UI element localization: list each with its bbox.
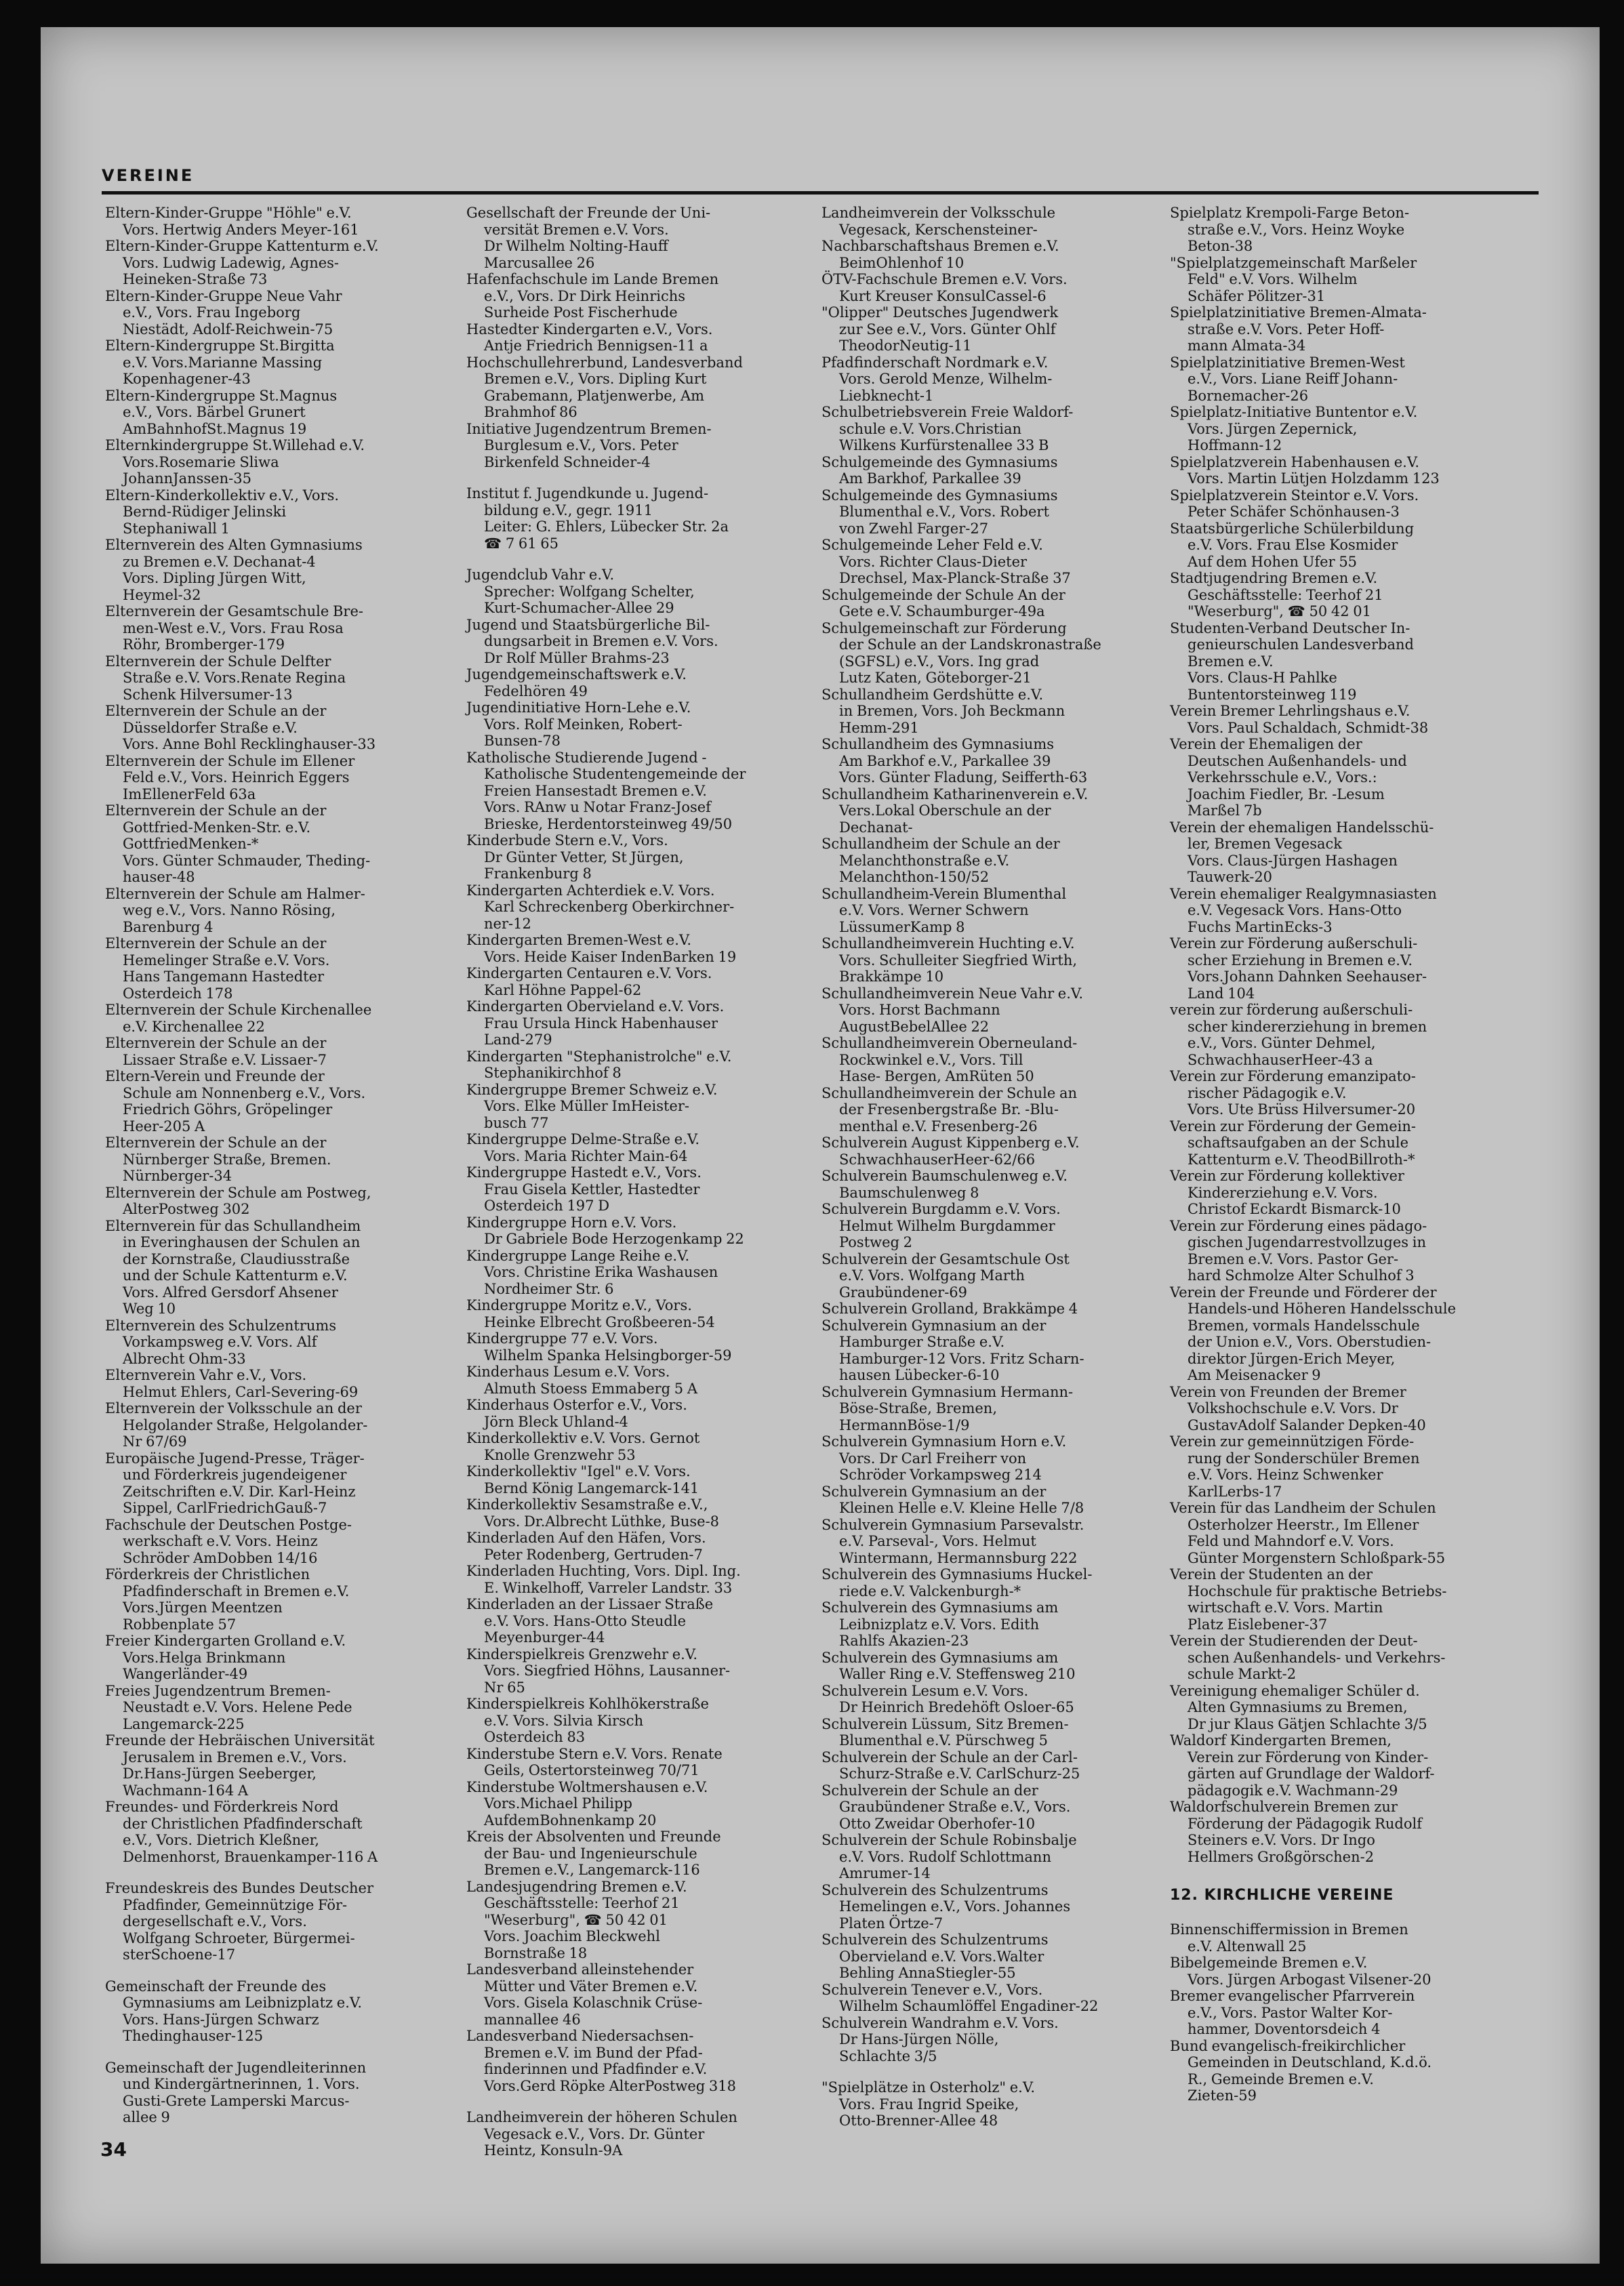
directory-entry: Kindergruppe Horn e.V. Vors. Dr Gabriele Bode Herzogenkamp 22 — [466, 1214, 744, 1247]
directory-entry: Waldorf Kindergarten Bremen, Verein zur Förderung von Kinder- gärten auf Grundlage der Waldorf- pädagogik e.V. Wachmann-29 — [1170, 1732, 1435, 1799]
directory-entry: Verein ehemaliger Realgymnasiasten e.V. Vegesack Vors. Hans-Otto Fuchs MartinEcks-3 — [1170, 885, 1437, 935]
directory-entry: ÖTV-Fachschule Bremen e.V. Vors. Kurt Kreuser KonsulCassel-6 — [821, 271, 1068, 304]
directory-entry: Spielplatzverein Steintor e.V. Vors. Peter Schäfer Schönhausen-3 — [1170, 487, 1419, 520]
directory-entry: Kinderladen Huchting, Vors. Dipl. Ing. E. Winkelhoff, Varreler Landstr. 33 — [466, 1563, 741, 1596]
directory-entry: Gesellschaft der Freunde der Uni- versität Bremen e.V. Vors. Dr Wilhelm Nolting-Hauff Marcusallee 26 — [466, 205, 711, 271]
directory-entry: Verein zur Förderung kollektiver Kindererziehung e.V. Vors. Christof Eckardt Bismarck-10 — [1170, 1168, 1404, 1217]
directory-entry: Kinderspielkreis Kohlhökerstraße e.V. Vors. Silvia Kirsch Osterdeich 83 — [466, 1696, 709, 1745]
directory-entry: Staatsbürgerliche Schülerbildung e.V. Vors. Frau Else Kosmider Auf dem Hohen Ufer 55 — [1170, 520, 1415, 570]
directory-entry: Kindergarten Achterdiek e.V. Vors. Karl Schreckenberg Oberkirchner- ner-12 — [466, 882, 735, 932]
directory-entry: Pfadfinderschaft Nordmark e.V. Vors. Gerold Menze, Wilhelm- Liebknecht-1 — [821, 354, 1053, 404]
directory-entry: Verein der Studenten an der Hochschule für praktische Betriebs- wirtschaft e.V. Vors. Martin Platz Eislebener-37 — [1170, 1566, 1447, 1633]
directory-entry: Waldorfschulverein Bremen zur Förderung der Pädagogik Rudolf Steiners e.V. Vors. Dr Ingo Hellmers Großgörschen-2 — [1170, 1799, 1422, 1865]
directory-entry: Kindergarten Bremen-West e.V. Vors. Heide Kaiser IndenBarken 19 — [466, 932, 737, 965]
directory-columns — [41, 205, 1600, 2264]
directory-entry: Schulverein des Gymnasiums am Waller Ring e.V. Steffensweg 210 — [821, 1649, 1076, 1682]
directory-entry: Kinderstube Woltmershausen e.V. Vors.Michael Philipp AufdemBohnenkamp 20 — [466, 1778, 708, 1829]
directory-entry: Schulverein des Schulzentrums Hemelingen e.V., Vors. Johannes Platen Örtze-7 — [821, 1881, 1071, 1932]
directory-entry: Schulverein Baumschulenweg e.V. Baumschulenweg 8 — [821, 1168, 1068, 1201]
directory-entry: Elternverein der Schule an der Hemelinger Straße e.V. Vors. Hans Tangemann Hastedter Osterdeich 178 — [105, 935, 330, 1002]
directory-entry: Spielplatzverein Habenhausen e.V. Vors. Martin Lütjen Holzdamm 123 — [1170, 453, 1440, 487]
directory-entry: Schulgemeinschaft zur Förderung der Schule an der Landskronastraße (SGFSL) e.V., Vors. Ing grad Lutz Katen, Göteborger-21 — [821, 619, 1101, 686]
directory-entry: Verein von Freunden der Bremer Volkshochschule e.V. Vors. Dr GustavAdolf Salander Depken-40 — [1170, 1383, 1426, 1433]
directory-entry: Spielplatz Krempoli-Farge Beton- straße e.V., Vors. Heinz Woyke Beton-38 — [1170, 205, 1410, 254]
directory-entry: Verein der ehemaligen Handelsschü- ler, Bremen Vegesack Vors. Claus-Jürgen Hashagen Tauwerk-20 — [1170, 819, 1434, 885]
directory-entry: Kinderspielkreis Grenzwehr e.V. Vors. Siegfried Höhns, Lausanner- Nr 65 — [466, 1646, 731, 1696]
directory-entry: Schulverein der Schule Robinsbalje e.V. Vors. Rudolf Schlottmann Amrumer-14 — [821, 1832, 1077, 1881]
directory-entry: Schulverein der Schule an der Carl- Schurz-Straße e.V. CarlSchurz-25 — [821, 1749, 1080, 1782]
directory-entry: Verein zur Förderung außerschuli- scher Erziehung in Bremen e.V. Vors.Johann Dahnken Seehauser- Land 104 — [1170, 935, 1427, 1002]
directory-entry: Schulverein Gymnasium an der Kleinen Helle e.V. Kleine Helle 7/8 — [821, 1483, 1084, 1516]
directory-entry: Kindergruppe Bremer Schweiz e.V. Vors. Elke Müller ImHeister- busch 77 — [466, 1081, 718, 1131]
directory-entry: Elternverein der Schule am Halmer- weg e.V., Vors. Nanno Rösing, Barenburg 4 — [105, 885, 365, 935]
directory-entry: Spielplatzinitiative Bremen-West e.V., Vors. Liane Reiff Johann- Bornemacher-26 — [1170, 354, 1405, 404]
directory-entry: Eltern-Kinder-Gruppe "Höhle" e.V. Vors. Hertwig Anders Meyer-161 — [105, 205, 359, 238]
directory-entry: Kindergarten "Stephanistrolche" e.V. Stephanikirchhof 8 — [466, 1048, 732, 1081]
directory-entry: Stadtjugendring Bremen e.V. Geschäftsstelle: Teerhof 21 "Weserburg", ☎ 50 42 01 — [1170, 570, 1383, 619]
directory-entry: Eltern-Kindergruppe St.Magnus e.V., Vors. Bärbel Grunert AmBahnhofSt.Magnus 19 — [105, 387, 338, 437]
directory-entry: Elternverein der Schule an der Düsseldorfer Straße e.V. Vors. Anne Bohl Recklinghauser-33 — [105, 703, 376, 752]
directory-entry: Schulgemeinde des Gymnasiums Am Barkhof, Parkallee 39 — [821, 453, 1058, 487]
directory-entry: Hafenfachschule im Lande Bremen e.V., Vors. Dr Dirk Heinrichs Surheide Post Fischerhude — [466, 271, 719, 321]
directory-entry: "Olipper" Deutsches Jugendwerk zur See e.V., Vors. Günter Ohlf TheodorNeutig-11 — [821, 304, 1059, 354]
directory-entry: Elternverein der Schule an der Nürnberger Straße, Bremen. Nürnberger-34 — [105, 1135, 331, 1184]
directory-entry: Landheimverein der Volksschule Vegesack, Kerschensteiner- — [821, 205, 1056, 238]
directory-entry: Gemeinschaft der Jugendleiterinnen und Kindergärtnerinnen, 1. Vors. Gusti-Grete Lamperski Marcus- allee 9 — [105, 2059, 367, 2125]
directory-entry: Verein der Freunde und Förderer der Handels-und Höheren Handelsschule Bremen, vormals Handelsschule der Union e.V., Vors. Oberstudien- direktor Jürgen-Erich Meyer, Am Meisenacker 9 — [1170, 1284, 1457, 1383]
directory-entry: Studenten-Verband Deutscher In- genieurschulen Landesverband Bremen e.V. Vors. Claus-H Pahlke Buntentorsteinweg 119 — [1170, 619, 1414, 703]
directory-entry: Freies Jugendzentrum Bremen- Neustadt e.V. Vors. Helene Pede Langemarck-225 — [105, 1682, 352, 1732]
column-1 — [105, 205, 437, 2126]
directory-entry: Jugendinitiative Horn-Lehe e.V. Vors. Rolf Meinken, Robert- Bunsen-78 — [466, 699, 691, 749]
directory-entry: Verein Bremer Lehrlingshaus e.V. Vors. Paul Schaldach, Schmidt-38 — [1170, 703, 1429, 736]
directory-entry: Schulbetriebsverein Freie Waldorf- schule e.V. Vors.Christian Wilkens Kurfürstenallee 33 B — [821, 404, 1074, 453]
directory-entry: Nachbarschaftshaus Bremen e.V. BeimOhlenhof 10 — [821, 238, 1059, 271]
directory-entry: "Spielplätze in Osterholz" e.V. Vors. Frau Ingrid Speike, Otto-Brenner-Allee 48 — [821, 2079, 1036, 2129]
directory-entry: Landesverband alleinstehender Mütter und Väter Bremen e.V. Vors. Gisela Kolaschnik Crüse- mannallee 46 — [466, 1961, 703, 2028]
directory-entry: Verein für das Landheim der Schulen Osterholzer Heerstr., Im Ellener Feld und Mahndorf e.V. Vors. Günter Morgenstern Schloßpark-55 — [1170, 1500, 1446, 1566]
column-2 — [466, 205, 798, 2159]
directory-entry: Schulverein der Gesamtschule Ost e.V. Vors. Wolfgang Marth Graubündener-69 — [821, 1250, 1070, 1301]
directory-entry: Schulverein Gymnasium Horn e.V. Vors. Dr Carl Freiherr von Schröder Vorkampsweg 214 — [821, 1433, 1067, 1483]
directory-entry: Verein zur Förderung der Gemein- schaftsaufgaben an der Schule Kattenturm e.V. TheodBillroth-* — [1170, 1118, 1416, 1168]
header-rule — [102, 191, 1539, 195]
directory-entry: Katholische Studierende Jugend - Katholische Studentengemeinde der Freien Hansestadt Bremen e.V. Vors. RAnw u Notar Franz-Josef Brieske, Herdentorsteinweg 49/50 — [466, 749, 746, 832]
directory-entry: Schullandheim der Schule an der Melanchthonstraße e.V. Melanchthon-150/52 — [821, 836, 1060, 885]
directory-entry: Kreis der Absolventen und Freunde der Bau- und Ingenieurschule Bremen e.V., Langemarck-116 — [466, 1829, 721, 1878]
directory-entry: Elternverein der Schule am Postweg, AlterPostweg 302 — [105, 1184, 371, 1217]
directory-entry: Freunde der Hebräischen Universität Jerusalem in Bremen e.V., Vors. Dr.Hans-Jürgen Seeberger, Wachmann-164 A — [105, 1732, 375, 1799]
directory-entry: Jugendgemeinschaftswerk e.V. Fedelhören 49 — [466, 666, 687, 699]
directory-entry: Spielplatzinitiative Bremen-Almata- straße e.V. Vors. Peter Hoff- mann Almata-34 — [1170, 304, 1427, 354]
directory-entry: Hastedter Kindergarten e.V., Vors. Antje Friedrich Bennigsen-11 a — [466, 321, 713, 354]
directory-entry: Freundeskreis des Bundes Deutscher Pfadfinder, Gemeinnützige För- dergesellschaft e.V., Vors. Wolfgang Schroeter, Bürgermei- sterSchoene-17 — [105, 1880, 373, 1963]
section-entries — [1170, 1921, 1502, 2104]
column-4 — [1170, 205, 1502, 2104]
directory-entry: Eltern-Kinder-Gruppe Neue Vahr e.V., Vors. Frau Ingeborg Niestädt, Adolf-Reichwein-75 — [105, 287, 342, 338]
directory-entry: Verein der Ehemaligen der Deutschen Außenhandels- und Verkehrsschule e.V., Vors.: Joachim Fiedler, Br. -Lesum Marßel 7b — [1170, 736, 1407, 819]
directory-entry: Kinderhaus Osterfor e.V., Vors. Jörn Bleck Uhland-4 — [466, 1397, 687, 1430]
directory-entry: Kinderkollektiv Sesamstraße e.V., Vors. Dr.Albrecht Lüthke, Buse-8 — [466, 1496, 720, 1530]
directory-entry: Schulverein August Kippenberg e.V. SchwachhauserHeer-62/66 — [821, 1135, 1080, 1168]
directory-entry: Initiative Jugendzentrum Bremen- Burglesum e.V., Vors. Peter Birkenfeld Schneider-4 — [466, 420, 712, 470]
directory-entry: Schullandheimverein Huchting e.V. Vors. Schulleiter Siegfried Wirth, Brakkämpe 10 — [821, 935, 1078, 985]
directory-entry: Kinderladen Auf den Häfen, Vors. Peter Rodenberg, Gertruden-7 — [466, 1530, 706, 1563]
directory-entry: Kindergarten Centauren e.V. Vors. Karl Höhne Pappel-62 — [466, 965, 712, 998]
directory-entry: Eltern-Kinderkollektiv e.V., Vors. Bernd-Rüdiger Jelinski Stephaniwall 1 — [105, 487, 340, 537]
directory-entry: Schulverein Gymnasium an der Hamburger Straße e.V. Hamburger-12 Vors. Fritz Scharn- hausen Lübecker-6-10 — [821, 1317, 1084, 1383]
directory-entry: "Spielplatzgemeinschaft Marßeler Feld" e.V. Vors. Wilhelm Schäfer Pölitzer-31 — [1170, 254, 1417, 304]
directory-entry: Institut f. Jugendkunde u. Jugend- bildung e.V., gegr. 1911 Leiter: G. Ehlers, Lübecker Str. 2a ☎ 7 61 65 — [466, 485, 729, 552]
directory-entry: Landesjugendring Bremen e.V. Geschäftsstelle: Teerhof 21 "Weserburg", ☎ 50 42 01 Vors. Joachim Bleckwehl Bornstraße 18 — [466, 1878, 687, 1961]
directory-entry: Freier Kindergarten Grolland e.V. Vors.Helga Brinkmann Wangerländer-49 — [105, 1633, 346, 1682]
directory-entry: Elternverein für das Schullandheim in Everinghausen der Schulen an der Kornstraße, Claudiusstraße und der Schule Kattenturm e.V. Vors. Alfred Gersdorf Ahsener Weg 10 — [105, 1217, 361, 1317]
directory-entry: Verein der Studierenden der Deut- schen Außenhandels- und Verkehrs- schule Markt-2 — [1170, 1633, 1446, 1682]
directory-entry: Elternverein der Schule an der Gottfried-Menken-Str. e.V. GottfriedMenken-* Vors. Günter Schmauder, Theding- hauser-48 — [105, 802, 371, 885]
directory-entry: Europäische Jugend-Presse, Träger- und Förderkreis jugendeigener Zeitschriften e.V. Dir. Karl-Heinz Sippel, CarlFriedrichGauß-7 — [105, 1450, 365, 1516]
directory-entry: Kindergruppe Moritz e.V., Vors. Heinke Elbrecht Großbeeren-54 — [466, 1297, 715, 1330]
directory-entry: Schullandheimverein Neue Vahr e.V. Vors. Horst Bachmann AugustBebelAllee 22 — [821, 985, 1084, 1035]
directory-entry: Kindergruppe Lange Reihe e.V. Vors. Christine Erika Washausen Nordheimer Str. 6 — [466, 1247, 718, 1297]
directory-entry: Vereinigung ehemaliger Schüler d. Alten Gymnasiums zu Bremen, Dr jur Klaus Gätjen Schlachte 3/5 — [1170, 1682, 1427, 1732]
directory-entry: Schulverein des Gymnasiums Huckel- riede e.V. Valckenburgh-* — [821, 1566, 1093, 1599]
directory-entry: Schulgemeinde Leher Feld e.V. Vors. Richter Claus-Dieter Drechsel, Max-Planck-Straße 37 — [821, 537, 1071, 586]
directory-entry: Schulverein Grolland, Brakkämpe 4 — [821, 1301, 1078, 1317]
directory-entry: Eltern-Kindergruppe St.Birgitta e.V. Vors.Marianne Massing Kopenhagener-43 — [105, 338, 335, 387]
running-header: VEREINE — [102, 166, 195, 185]
document-page — [41, 27, 1600, 2264]
directory-entry: Schulverein Gymnasium Parsevalstr. e.V. Parseval-, Vors. Helmut Wintermann, Hermannsburg 222 — [821, 1516, 1084, 1566]
directory-entry: Kindergruppe Hastedt e.V., Vors. Frau Gisela Kettler, Hastedter Osterdeich 197 D — [466, 1164, 702, 1214]
directory-entry: Schullandheim des Gymnasiums Am Barkhof e.V., Parkallee 39 Vors. Günter Fladung, Seifferth-63 — [821, 736, 1088, 785]
directory-entry: Kindergarten Obervieland e.V. Vors. Frau Ursula Hinck Habenhauser Land-279 — [466, 998, 725, 1048]
directory-entry: Spielplatz-Initiative Buntentor e.V. Vors. Jürgen Zepernick, Hoffmann-12 — [1170, 404, 1418, 453]
directory-entry: Verein zur Förderung emanzipato- rischer Pädagogik e.V. Vors. Ute Brüss Hilversumer-20 — [1170, 1068, 1416, 1118]
directory-entry: Hochschullehrerbund, Landesverband Bremen e.V., Vors. Dipling Kurt Grabemann, Platjenwerbe, Am Brahmhof 86 — [466, 354, 743, 420]
directory-entry: Eltern-Verein und Freunde der Schule am Nonnenberg e.V., Vors. Friedrich Göhrs, Gröpelinger Heer-205 A — [105, 1068, 366, 1135]
directory-entry: Schulgemeinde des Gymnasiums Blumenthal e.V., Vors. Robert von Zwehl Farger-27 — [821, 487, 1058, 537]
directory-entry: Elternverein des Schulzentrums Vorkampsweg e.V. Vors. Alf Albrecht Ohm-33 — [105, 1317, 337, 1367]
directory-entry: Bund evangelisch-freikirchlicher Gemeinden in Deutschland, K.d.ö. R., Gemeinde Bremen e.V. Zieten-59 — [1170, 2037, 1432, 2104]
directory-entry: Elternverein der Volksschule an der Helgolander Straße, Helgolander- Nr 67/69 — [105, 1400, 368, 1450]
directory-entry: Schulverein Gymnasium Hermann- Böse-Straße, Bremen, HermannBöse-1/9 — [821, 1383, 1074, 1433]
directory-entry: Kinderstube Stern e.V. Vors. Renate Geils, Ostertorsteinweg 70/71 — [466, 1745, 723, 1778]
directory-entry: Kinderhaus Lesum e.V. Vors. Almuth Stoess Emmaberg 5 A — [466, 1364, 697, 1397]
directory-entry: Jugend und Staatsbürgerliche Bil- dungsarbeit in Bremen e.V. Vors. Dr Rolf Müller Brahms-23 — [466, 616, 718, 666]
directory-entry: Kinderladen an der Lissaer Straße e.V. Vors. Hans-Otto Steudle Meyenburger-44 — [466, 1596, 714, 1646]
directory-entry: Schullandheimverein Oberneuland- Rockwinkel e.V., Vors. Till Hase- Bergen, AmRüten 50 — [821, 1035, 1078, 1084]
directory-entry: Landheimverein der höheren Schulen Vegesack e.V., Vors. Dr. Günter Heintz, Konsuln-9A — [466, 2109, 737, 2159]
directory-entry: Fachschule der Deutschen Postge- werkschaft e.V. Vors. Heinz Schröder AmDobben 14/16 — [105, 1516, 352, 1566]
directory-entry: Binnenschiffermission in Bremen e.V. Altenwall 25 — [1170, 1921, 1408, 1955]
directory-entry: Schulverein des Gymnasiums am Leibnizplatz e.V. Vors. Edith Rahlfs Akazien-23 — [821, 1599, 1059, 1649]
directory-entry: Kindergruppe Delme-Straße e.V. Vors. Maria Richter Main-64 — [466, 1131, 700, 1164]
directory-entry: Elternverein Vahr e.V., Vors. Helmut Ehlers, Carl-Severing-69 — [105, 1367, 359, 1400]
directory-entry: Förderkreis der Christlichen Pfadfinderschaft in Bremen e.V. Vors.Jürgen Meentzen Robbenplate 57 — [105, 1566, 350, 1633]
directory-entry: Eltern-Kinder-Gruppe Kattenturm e.V. Vors. Ludwig Ladewig, Agnes- Heineken-Straße 73 — [105, 238, 379, 287]
directory-entry: Verein zur gemeinnützigen Förde- rung der Sonderschüler Bremen e.V. Vors. Heinz Schwenker KarlLerbs-17 — [1170, 1433, 1420, 1500]
directory-entry: Jugendclub Vahr e.V. Sprecher: Wolfgang Schelter, Kurt-Schumacher-Allee 29 — [466, 567, 695, 616]
directory-entry: Schulverein des Schulzentrums Obervieland e.V. Vors.Walter Behling AnnaStiegler-55 — [821, 1932, 1049, 1981]
directory-entry: Bibelgemeinde Bremen e.V. Vors. Jürgen Arbogast Vilsener-20 — [1170, 1955, 1432, 1988]
directory-entry: Elternverein der Schule an der Lissaer Straße e.V. Lissaer-7 — [105, 1035, 327, 1068]
directory-entry: Schullandheim Katharinenverein e.V. Vers.Lokal Oberschule an der Dechanat- — [821, 785, 1089, 836]
directory-entry: Landesverband Niedersachsen- Bremen e.V. im Bund der Pfad- finderinnen und Pfadfinder e.V. Vors.Gerd Röpke AlterPostweg 318 — [466, 2028, 736, 2094]
directory-entry: Gemeinschaft der Freunde des Gymnasiums am Leibnizplatz e.V. Vors. Hans-Jürgen Schwarz Thedinghauser-125 — [105, 1978, 363, 2044]
directory-entry: Schulverein Lüssum, Sitz Bremen- Blumenthal e.V. Pürschweg 5 — [821, 1715, 1069, 1749]
directory-entry: Elternverein der Schule Kirchenallee e.V. Kirchenallee 22 — [105, 1002, 372, 1035]
directory-entry: Bremer evangelischer Pfarrverein e.V., Vors. Pastor Walter Kor- hammer, Doventorsdeich 4 — [1170, 1988, 1415, 2037]
directory-entry: Kinderkollektiv e.V. Vors. Gernot Knolle Grenzwehr 53 — [466, 1430, 700, 1463]
directory-entry: Schulverein der Schule an der Graubündener Straße e.V., Vors. Otto Zweidar Oberhofer-10 — [821, 1782, 1071, 1832]
directory-entry: Schulverein Wandrahm e.V. Vors. Dr Hans-Jürgen Nölle, Schlachte 3/5 — [821, 2014, 1059, 2064]
directory-entry: Elternverein der Gesamtschule Bre- men-West e.V., Vors. Frau Rosa Röhr, Bromberger-179 — [105, 603, 363, 653]
directory-entry: Elternverein der Schule Delfter Straße e.V. Vors.Renate Regina Schenk Hilversumer-13 — [105, 653, 346, 703]
directory-entry: Freundes- und Förderkreis Nord der Christlichen Pfadfinderschaft e.V., Vors. Dietrich Kleßner, Delmenhorst, Brauenkamper-116 A — [105, 1799, 378, 1865]
directory-entry: Verein zur Förderung eines pädago- gischen Jugendarrestvollzuges in Bremen e.V. Vors. Pastor Ger- hard Schmolze Alter Schulhof 3 — [1170, 1217, 1427, 1284]
directory-entry: Schullandheimverein der Schule an der Fresenbergstraße Br. -Blu- menthal e.V. Fresenberg-26 — [821, 1084, 1078, 1135]
directory-entry: Elternkindergruppe St.Willehad e.V. Vors.Rosemarie Sliwa JohannJanssen-35 — [105, 437, 365, 487]
column-4-entries — [1170, 205, 1502, 1865]
directory-entry: Schulverein Tenever e.V., Vors. Wilhelm Schaumlöffel Engadiner-22 — [821, 1981, 1099, 2014]
directory-entry: Elternverein der Schule im Ellener Feld e.V., Vors. Heinrich Eggers ImEllenerFeld 63a — [105, 752, 355, 802]
directory-entry: Schulverein Burgdamm e.V. Vors. Helmut Wilhelm Burgdammer Postweg 2 — [821, 1201, 1061, 1250]
directory-entry: Schulgemeinde der Schule An der Gete e.V. Schaumburger-49a — [821, 586, 1065, 619]
page-number: 34 — [100, 2138, 127, 2161]
column-3 — [821, 205, 1154, 2129]
directory-entry: Kindergruppe 77 e.V. Vors. Wilhelm Spanka Helsingborger-59 — [466, 1330, 732, 1364]
section-title: 12. KIRCHLICHE VEREINE — [1170, 1887, 1394, 1904]
directory-entry: Kinderbude Stern e.V., Vors. Dr Günter Vetter, St Jürgen, Frankenburg 8 — [466, 832, 684, 882]
directory-entry: verein zur förderung außerschuli- scher kindererziehung in bremen e.V., Vors. Günter Dehmel, SchwachhauserHeer-43 a — [1170, 1002, 1427, 1068]
directory-entry: Schulverein Lesum e.V. Vors. Dr Heinrich Bredehöft Osloer-65 — [821, 1682, 1074, 1715]
directory-entry: Elternverein des Alten Gymnasiums zu Bremen e.V. Dechanat-4 Vors. Dipling Jürgen Witt, Heymel-32 — [105, 537, 363, 603]
directory-entry: Schullandheim Gerdshütte e.V. in Bremen, Vors. Joh Beckmann Hemm-291 — [821, 686, 1065, 736]
directory-entry: Schullandheim-Verein Blumenthal e.V. Vors. Werner Schwern LüssumerKamp 8 — [821, 885, 1067, 935]
directory-entry: Kinderkollektiv "Igel" e.V. Vors. Bernd König Langemarck-141 — [466, 1463, 699, 1496]
